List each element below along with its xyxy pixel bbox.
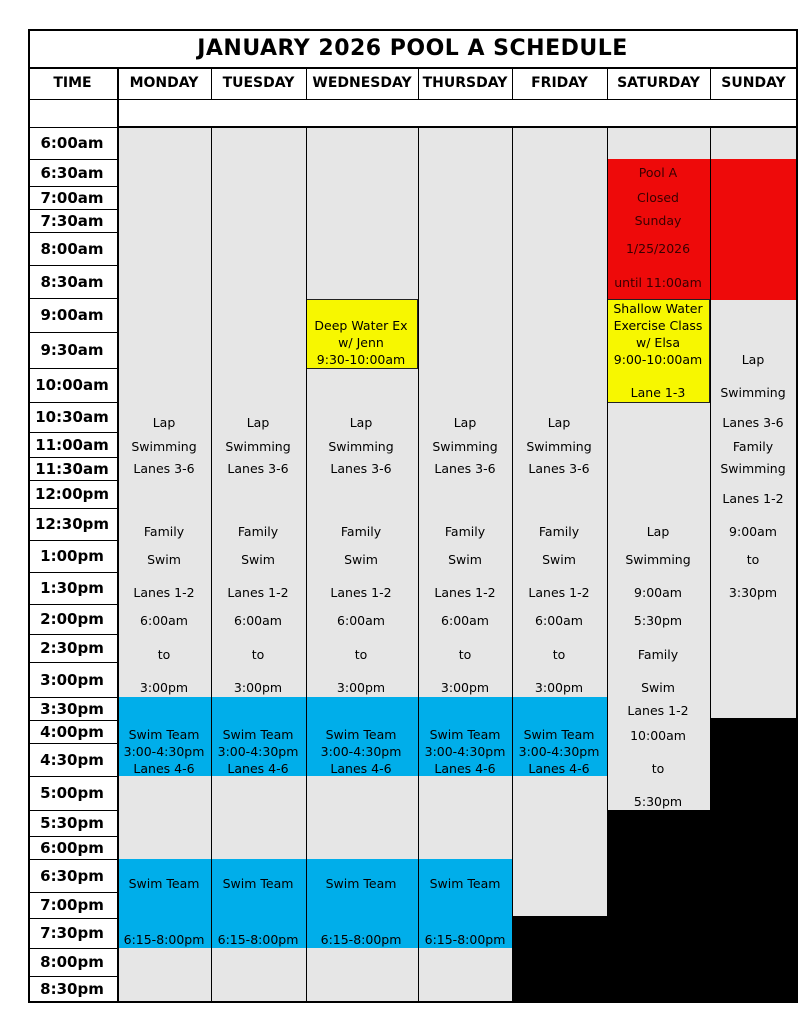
- row-divider: [28, 948, 117, 949]
- family-swim-text: Swim: [448, 552, 482, 567]
- family-swim-text: 3:00pm: [534, 680, 584, 695]
- row-divider: [28, 480, 117, 481]
- row-divider: [28, 402, 117, 403]
- time-label: 12:00pm: [34, 485, 110, 503]
- family-swim-text: to: [354, 647, 368, 662]
- row-divider: [28, 457, 117, 458]
- lap-swim-text: Swimming: [328, 439, 394, 454]
- row-divider: [28, 332, 117, 333]
- swim-team-text: Swim Team: [429, 876, 501, 891]
- swim-team-text: Lanes 4-6: [330, 761, 392, 776]
- lap-swim-text: Lap: [349, 415, 373, 430]
- shallow-water-text: w/ Elsa: [636, 335, 680, 350]
- row-divider: [28, 232, 117, 233]
- lap-swim-text: Lap: [547, 415, 571, 430]
- row-divider: [28, 368, 117, 369]
- time-label: 5:00pm: [40, 784, 104, 802]
- lap-swim-text: Lanes 3-6: [227, 461, 289, 476]
- saturday-open-text: 5:30pm: [633, 613, 683, 628]
- column-divider: [607, 127, 608, 1002]
- row-divider: [28, 265, 117, 266]
- time-label: 4:30pm: [40, 750, 104, 769]
- shallow-water-text: 9:00-10:00am: [613, 352, 703, 367]
- deep-water-text: Deep Water Ex: [314, 318, 408, 333]
- time-label: 8:00pm: [40, 953, 104, 971]
- swim-team-text: 3:00-4:30pm: [217, 744, 299, 759]
- lap-swim-text: Swimming: [225, 439, 291, 454]
- time-label: 6:30pm: [40, 866, 104, 885]
- swim-team-text: 3:00-4:30pm: [320, 744, 402, 759]
- row-divider: [28, 836, 117, 837]
- lap-swim-text: Lanes 3-6: [528, 461, 590, 476]
- family-swim-text: 3:00pm: [336, 680, 386, 695]
- closure-text: Pool A: [638, 165, 678, 180]
- family-swim-text: Family: [538, 524, 580, 539]
- closure-text: 1/25/2026: [625, 241, 691, 256]
- family-swim-text: Swim: [344, 552, 378, 567]
- saturday-open-text: 5:30pm: [633, 794, 683, 809]
- saturday-open-text: 9:00am: [634, 585, 682, 600]
- column-divider: [418, 127, 419, 1002]
- shallow-water-text: Shallow Water: [613, 301, 703, 316]
- time-label: 1:30pm: [40, 579, 104, 597]
- family-swim-text: Lanes 1-2: [227, 585, 289, 600]
- swim-team-text: 6:15-8:00pm: [320, 932, 402, 947]
- swim-team-text: 3:00-4:30pm: [424, 744, 506, 759]
- shallow-water-text: Lane 1-3: [630, 385, 686, 400]
- sunday-open-text: Family: [732, 439, 774, 454]
- sunday-open-text: Lap: [741, 352, 765, 367]
- lap-swim-text: Swimming: [432, 439, 498, 454]
- swim-team-text: 3:00-4:30pm: [518, 744, 600, 759]
- row-divider: [28, 508, 117, 509]
- swim-team-text: Swim Team: [325, 876, 397, 891]
- sunday-open-text: Lanes 3-6: [722, 415, 784, 430]
- day-header-sunday: SUNDAY: [721, 75, 786, 91]
- saturday-open-text: Swim: [641, 680, 675, 695]
- sunday-open-text: Swimming: [720, 461, 786, 476]
- row-divider: [28, 540, 117, 541]
- swim-team-text: Swim Team: [429, 727, 501, 742]
- family-swim-text: Swim: [542, 552, 576, 567]
- time-label: 6:00pm: [40, 838, 104, 857]
- column-divider: [211, 127, 212, 1002]
- row-divider: [28, 99, 797, 100]
- saturday-open-text: to: [651, 761, 665, 776]
- time-label: 8:30pm: [40, 980, 104, 998]
- sunday-open-text: Swimming: [720, 385, 786, 400]
- time-label: 4:00pm: [40, 722, 104, 741]
- time-label: 8:30am: [40, 272, 104, 291]
- swim-team-text: 6:15-8:00pm: [123, 932, 205, 947]
- family-swim-text: 3:00pm: [139, 680, 189, 695]
- time-label: 2:30pm: [40, 639, 104, 657]
- row-divider: [28, 892, 117, 893]
- family-swim-text: to: [458, 647, 472, 662]
- sunday-open-text: 9:00am: [729, 524, 777, 539]
- time-label: 6:00am: [40, 134, 104, 152]
- time-label: 3:30pm: [40, 699, 104, 718]
- deep-water-text: 9:30-10:00am: [316, 352, 406, 367]
- closure-text: until 11:00am: [614, 275, 702, 290]
- saturday-open-text: Lanes 1-2: [627, 703, 689, 718]
- family-swim-text: 6:00am: [140, 613, 188, 628]
- swim-team-text: Lanes 4-6: [227, 761, 289, 776]
- swim-team-text: Swim Team: [523, 727, 595, 742]
- family-swim-text: Family: [444, 524, 486, 539]
- family-swim-text: 6:00am: [337, 613, 385, 628]
- row-divider: [28, 662, 117, 663]
- time-label: 11:30am: [35, 459, 109, 478]
- swim-team-text: Lanes 4-6: [133, 761, 195, 776]
- column-divider: [710, 127, 711, 1002]
- closure-text: Sunday: [634, 213, 682, 228]
- swim-team-text: Lanes 4-6: [434, 761, 496, 776]
- swim-team-text: 6:15-8:00pm: [217, 932, 299, 947]
- family-swim-text: Family: [340, 524, 382, 539]
- lap-swim-text: Lap: [152, 415, 176, 430]
- row-divider: [28, 918, 117, 919]
- family-swim-text: to: [157, 647, 171, 662]
- time-label: 2:00pm: [40, 610, 104, 628]
- day-header-monday: MONDAY: [129, 75, 199, 91]
- row-divider: [28, 209, 117, 210]
- day-header-friday: FRIDAY: [531, 75, 588, 91]
- swim-team-text: Swim Team: [128, 727, 200, 742]
- time-label: 11:00am: [35, 435, 109, 454]
- time-label: 7:00am: [40, 188, 104, 207]
- row-divider: [28, 1002, 117, 1003]
- row-divider: [28, 159, 117, 160]
- time-label: 9:30am: [40, 341, 104, 359]
- swim-team-text: 6:15-8:00pm: [424, 932, 506, 947]
- saturday-open-text: 10:00am: [630, 728, 686, 743]
- saturday-open-text: Lap: [646, 524, 670, 539]
- column-divider: [512, 127, 513, 1002]
- closure-text: Closed: [637, 190, 679, 205]
- time-label: 7:30am: [40, 211, 104, 230]
- row-divider: [28, 810, 117, 811]
- lap-swim-text: Lanes 3-6: [330, 461, 392, 476]
- day-header-wednesday: WEDNESDAY: [312, 75, 412, 91]
- family-swim-text: Lanes 1-2: [528, 585, 590, 600]
- row-divider: [28, 720, 117, 721]
- lap-swim-text: Lap: [246, 415, 270, 430]
- time-header: TIME: [53, 75, 92, 91]
- row-divider: [28, 776, 117, 777]
- family-swim-text: Swim: [241, 552, 275, 567]
- day-header-tuesday: TUESDAY: [222, 75, 295, 91]
- row-divider: [28, 976, 117, 977]
- family-swim-text: 3:00pm: [233, 680, 283, 695]
- row-divider: [28, 634, 117, 635]
- family-swim-text: 6:00am: [441, 613, 489, 628]
- saturday-open-text: Family: [637, 647, 679, 662]
- time-label: 5:30pm: [40, 814, 104, 832]
- row-divider: [28, 697, 117, 698]
- saturday-open-text: Swimming: [625, 552, 691, 567]
- row-divider: [28, 743, 117, 744]
- swim-team-text: Lanes 4-6: [528, 761, 590, 776]
- sunday-open-text: to: [746, 552, 760, 567]
- time-label: 6:30am: [40, 163, 104, 182]
- lap-swim-text: Lanes 3-6: [133, 461, 195, 476]
- column-divider: [306, 127, 307, 1002]
- lap-swim-text: Swimming: [526, 439, 592, 454]
- time-label: 9:00am: [40, 306, 104, 324]
- row-divider: [28, 604, 117, 605]
- time-label: 10:00am: [35, 376, 109, 394]
- row-divider: [28, 298, 117, 299]
- row-divider: [28, 127, 117, 128]
- column-divider: [117, 67, 119, 1002]
- family-swim-text: to: [251, 647, 265, 662]
- day-header-thursday: THURSDAY: [422, 75, 508, 91]
- row-divider: [28, 432, 117, 433]
- family-swim-text: 6:00am: [234, 613, 282, 628]
- swim-team-text: Swim Team: [222, 727, 294, 742]
- family-swim-text: 6:00am: [535, 613, 583, 628]
- time-label: 1:00pm: [40, 547, 104, 565]
- time-label: 7:00pm: [40, 896, 104, 914]
- table-border: [28, 29, 798, 1003]
- swim-team-text: Swim Team: [128, 876, 200, 891]
- family-swim-text: Family: [237, 524, 279, 539]
- time-label: 3:00pm: [40, 670, 104, 689]
- sunday-open-text: Lanes 1-2: [722, 491, 784, 506]
- row-divider: [28, 859, 117, 860]
- time-label: 12:30pm: [34, 515, 110, 533]
- family-swim-text: 3:00pm: [440, 680, 490, 695]
- swim-team-text: Swim Team: [222, 876, 294, 891]
- family-swim-text: to: [552, 647, 566, 662]
- family-swim-text: Lanes 1-2: [330, 585, 392, 600]
- deep-water-text: w/ Jenn: [338, 335, 384, 350]
- row-divider: [28, 572, 117, 573]
- family-swim-text: Swim: [147, 552, 181, 567]
- family-swim-text: Lanes 1-2: [133, 585, 195, 600]
- lap-swim-text: Lap: [453, 415, 477, 430]
- swim-team-text: Swim Team: [325, 727, 397, 742]
- schedule-title: JANUARY 2026 POOL A SCHEDULE: [197, 36, 628, 61]
- shallow-water-text: Exercise Class: [613, 318, 703, 333]
- swim-team-text: 3:00-4:30pm: [123, 744, 205, 759]
- time-label: 8:00am: [40, 239, 104, 258]
- day-header-saturday: SATURDAY: [617, 75, 700, 91]
- row-divider: [117, 126, 797, 128]
- lap-swim-text: Lanes 3-6: [434, 461, 496, 476]
- family-swim-text: Lanes 1-2: [434, 585, 496, 600]
- time-label: 7:30pm: [40, 924, 104, 942]
- sunday-open-text: 3:30pm: [728, 585, 778, 600]
- family-swim-text: Family: [143, 524, 185, 539]
- time-label: 10:30am: [35, 408, 109, 426]
- lap-swim-text: Swimming: [131, 439, 197, 454]
- row-divider: [28, 186, 117, 187]
